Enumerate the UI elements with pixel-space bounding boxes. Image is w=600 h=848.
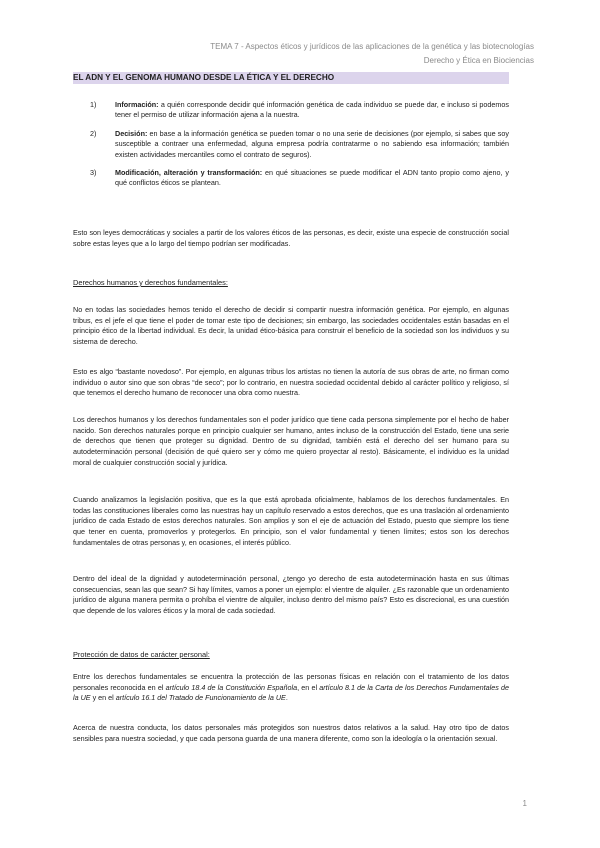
page-header	[210, 40, 534, 68]
citation: artículo 8.1 de la Carta de los Derechos Fundamentales de la UE	[73, 682, 510, 703]
list-item-text: a quién corresponde decidir qué información genética de cada individuo se puede dar, e incluso si podemos tener el permiso de utilizar información ajena a la nuestra.	[115, 100, 509, 120]
list-item	[73, 100, 509, 121]
page-number: 1	[522, 799, 527, 808]
heading-data-protection: Protección de datos de carácter personal:	[73, 650, 210, 659]
paragraph: Acerca de nuestra conducta, los datos personales más protegidos son nuestros datos relativos a la salud. Hay otro tipo de datos sensibles para nuestra sociedad, y que cada persona guarda de una manera diferente, como son la ideología o la orientación sexual.	[73, 723, 509, 743]
list-item-lead: Decisión:	[115, 128, 148, 138]
numbered-list	[73, 100, 509, 197]
list-item	[73, 168, 509, 189]
list-item-text: en base a la información genética se pueden tomar o no una serie de decisiones (por ejemplo, si sabes que soy susceptible a contraer una enfermedad, alguna empresa podría contratarme o no sabiendo esa información; también existen actividades mercantiles como el contrato de seguros).	[115, 128, 509, 159]
list-item	[73, 129, 509, 160]
list-item-lead: Modificación, alteración y transformación:	[115, 168, 263, 178]
citation: artículo 16.1 del Tratado de Funcionamiento de la UE	[115, 693, 286, 703]
list-item-lead: Información:	[115, 100, 159, 109]
paragraph: Esto es algo “bastante novedoso”. Por ejemplo, en algunas tribus los artistas no tienen la autoría de sus obras de arte, no firman como individuo o autor sino que son obras “de seco”; por lo contrario, en nuestra sociedad occidental debido al carácter político y religioso, sí que tenemos el derecho humano de reconocer una obra como nuestra.	[73, 367, 509, 398]
paragraph: Dentro del ideal de la dignidad y autodeterminación personal, ¿tengo yo derecho de esta autodeterminación hasta en sus últimas consecuencias, sean las que sean? Si hay límites, vamos a poner un ejemplo: el vientre de alquiler. ¿Es razonable que un ordenamiento jurídico de alguna manera permita o prohíba el vientre de alquiler, incluso dentro del mismo país? Esto es discrecional, es una cuestión que depende de los valores éticos y la moral de cada sociedad.	[73, 574, 509, 616]
paragraph: Entre los derechos fundamentales se encuentra la protección de las personas físicas en relación con el tratamiento de los datos personales reconocida en el artículo 18.4 de la Constitución Española, en el artículo 8.1 de la Carta de los Derechos Fundamentales de la UE y en el artículo 16.1 del Tratado de Funcionamiento de la UE.	[73, 672, 510, 703]
paragraph: No en todas las sociedades hemos tenido el derecho de decidir si compartir nuestra información genética. Por ejemplo, en algunas tribus, es el jefe el que tiene el poder de tomar este tipo de decisiones; sin embargo, las sociedades occidentales están basadas en el principio ético de la libertad individual. Es decir, la unidad ético-básica para construir el beneficio de la sociedad son los individuos y su sistema de derecho.	[73, 305, 509, 347]
section-title: EL ADN Y EL GENOMA HUMANO DESDE LA ÉTICA Y EL DERECHO	[73, 72, 509, 84]
list-number: 3)	[90, 168, 97, 178]
list-item-text: en qué situaciones se puede modificar el ADN tanto propio como ajeno, y qué conflictos éticos se plantean.	[115, 168, 509, 188]
paragraph: Los derechos humanos y los derechos fundamentales son el poder jurídico que tiene cada persona simplemente por el hecho de haber nacido. Son derechos naturales porque en principio cualquier ser humano, antes incluso de la construcción del Estado, tiene una serie de derechos que tienen que proteger su dignidad. Dentro de su dignidad, también está el derecho del ser humano para su autodeterminación personal (decisión de qué quiero ser y cómo me quiero proyectar al resto). Básicamente, el individuo es la unidad moral de cualquier construcción social y jurídica.	[73, 415, 509, 467]
intro-paragraph: Esto son leyes democráticas y sociales a partir de los valores éticos de las personas, es decir, existe una especie de construcción social sobre estas leyes que a lo largo del tiempo podrían ser modificadas.	[73, 228, 509, 248]
header-course-title: TEMA 7 - Aspectos éticos y jurídicos de las aplicaciones de la genética y las biotecnologías	[210, 42, 534, 51]
list-number: 2)	[90, 128, 97, 138]
list-number: 1)	[90, 100, 97, 109]
heading-human-rights: Derechos humanos y derechos fundamentales:	[73, 278, 228, 287]
paragraph: Cuando analizamos la legislación positiva, que es la que está aprobada oficialmente, hablamos de los derechos fundamentales. En todas las constituciones liberales como las nuestras hay un capítulo reservado a estos derechos, que es una traslación al ordenamiento jurídico de cada Estado de estos derechos naturales. Son amplios y son el eje de actuación del Estado, puesto que siempre los tiene que tener en cuenta, promoverlos y protegerlos. En principio, son el valor fundamental y tienen límites; estos son los derechos fundamentales de otras personas y, en ocasiones, el interés público.	[73, 495, 509, 547]
citation: artículo 18.4 de la Constitución Española	[165, 682, 298, 692]
header-subject: Derecho y Ética en Biociencias	[423, 56, 534, 65]
